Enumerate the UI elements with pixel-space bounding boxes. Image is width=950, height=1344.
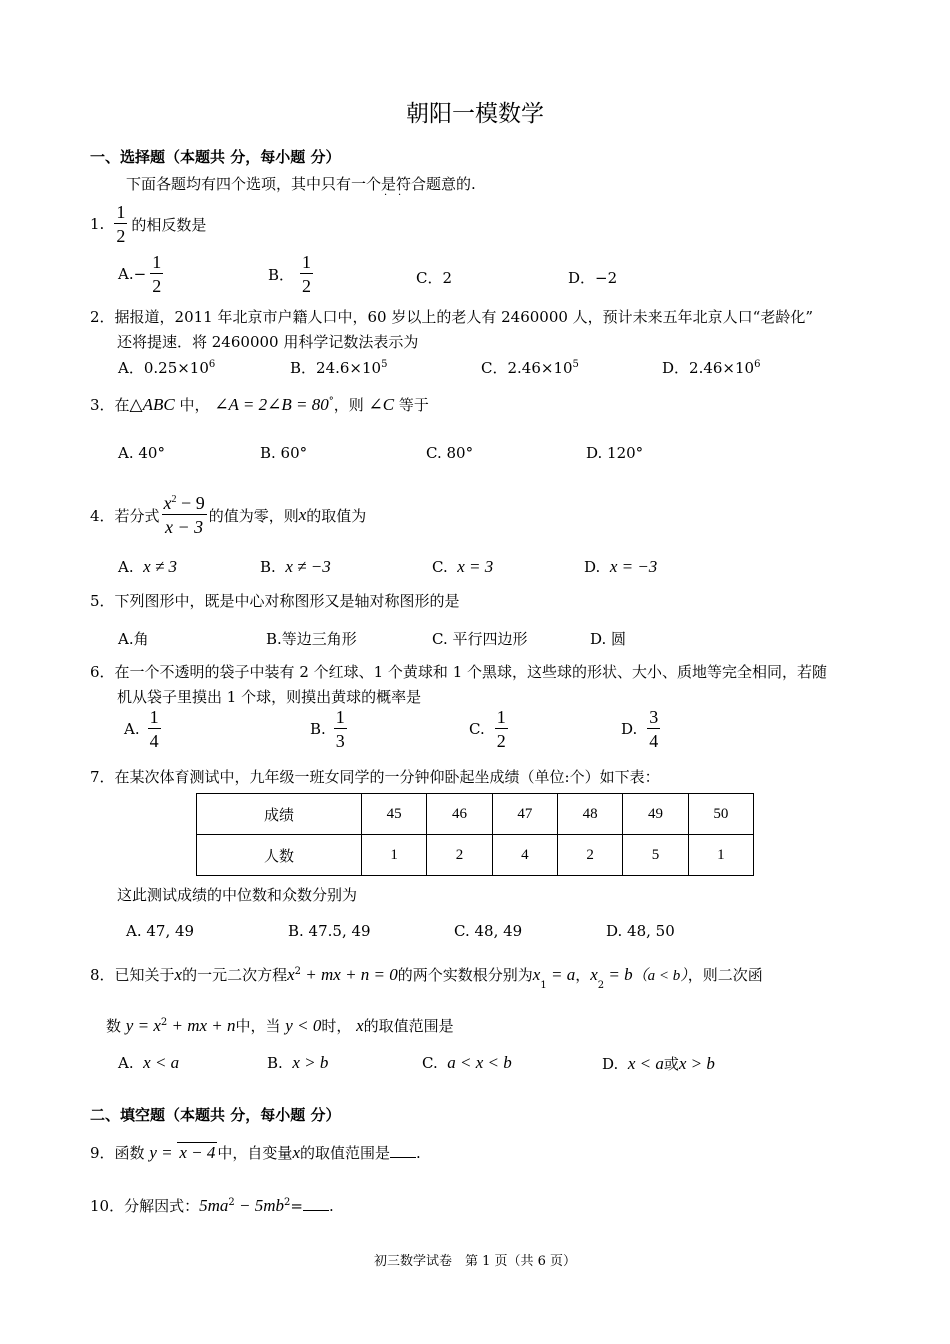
option-a: A. $\frac{1}{4}$	[124, 707, 159, 751]
answer-blank[interactable]	[390, 1143, 416, 1158]
table-cell: 45	[362, 794, 427, 835]
table-cell: 2	[427, 835, 492, 876]
question-9: 9．函数 y = x − 4 中，自变量x的取值范围是 .	[90, 1143, 421, 1162]
answer-blank[interactable]	[303, 1196, 329, 1211]
option-a: A. 47, 49	[126, 922, 195, 940]
option-b: B. x > b	[267, 1053, 329, 1072]
table-cell: 49	[623, 794, 688, 835]
question-6-line2: 机从袋子里摸出 1 个球，则摸出黄球的概率是	[117, 688, 422, 706]
fraction: $\frac{1}{2}$	[302, 252, 312, 296]
option-b: B. x ≠ −3	[260, 557, 331, 576]
option-b: B． $\frac{1}{2}$	[268, 252, 312, 296]
question-text: 的相反数是	[131, 215, 207, 234]
table-cell: 50	[688, 794, 753, 835]
option-d: D. 48, 50	[606, 922, 675, 940]
table-header-cell: 人数	[197, 835, 362, 876]
fraction: $\frac{x^2 - 9}{x - 3}$	[163, 493, 205, 537]
option-c: C. x = 3	[432, 557, 494, 576]
option-d: D．$2.46\times 10^6$	[662, 359, 761, 377]
option-d: D. $\frac{3}{4}$	[621, 707, 659, 751]
table-header-cell: 成绩	[197, 794, 362, 835]
question-7: 7．在某次体育测试中，九年级一班女同学的一分钟仰卧起坐成绩（单位:个）如下表：	[90, 768, 660, 786]
question-5: 5．下列图形中，既是中心对称图形又是轴对称图形的是	[90, 592, 460, 610]
emphasis-dot: ·	[398, 190, 402, 201]
question-number: 1.	[90, 215, 105, 233]
table-cell: 4	[492, 835, 557, 876]
option-c: C．2	[416, 269, 453, 287]
option-d: D．−2	[568, 269, 618, 287]
option-c: C. 48, 49	[454, 922, 523, 940]
option-c: C. 80°	[426, 444, 474, 462]
table-cell: 46	[427, 794, 492, 835]
question-8-line2: 数 $y = x^2$ + mx + n中，当 y < 0时， x的取值范围是	[106, 1016, 454, 1035]
section-heading-multiple-choice: 一、选择题（本题共 分，每小题 分）	[90, 148, 341, 166]
section-heading-fill-in: 二、填空题（本题共 分，每小题 分）	[90, 1106, 341, 1124]
page-footer: 初三数学试卷 第 1 页（共 6 页）	[373, 1254, 577, 1269]
question-2-line1: 2．据报道，2011 年北京市户籍人口中，60 岁以上的老人有 2460000 人，预计未来五年北京人口“老龄化”	[90, 308, 814, 326]
option-c: C. a < x < b	[422, 1053, 512, 1072]
option-b: B．$24.6\times 10^5$	[290, 359, 388, 377]
option-a: A. x ≠ 3	[118, 557, 178, 576]
option-b: B. 60°	[260, 444, 308, 462]
option-d: D. 120°	[586, 444, 644, 462]
question-4: 4．若分式 $\frac{x^2 - 9}{x - 3}$ 的值为零，则 x 的取值为	[90, 493, 367, 537]
table-cell: 47	[492, 794, 557, 835]
option-a: A．$0.25\times 10^6$	[118, 359, 216, 377]
option-a: A. − $\frac{1}{2}$	[118, 252, 162, 296]
emphasis-dot: ·	[384, 190, 388, 201]
option-a: A.角	[118, 630, 149, 648]
option-d: D. x < a或x > b	[602, 1054, 715, 1073]
option-a: A. 40°	[118, 444, 165, 462]
fraction: $\frac{1}{2}$	[116, 202, 126, 246]
question-10: 10．分解因式：$5ma^2 - 5mb^2=$ .	[90, 1196, 334, 1215]
option-b: B. 47.5, 49	[288, 922, 371, 940]
sqrt-expression: x − 4	[179, 1143, 216, 1162]
option-c: C. 平行四边形	[432, 630, 528, 648]
score-table	[196, 793, 754, 876]
option-c: C．$2.46\times 10^5$	[481, 359, 579, 377]
option-b: B.等边三角形	[266, 630, 357, 648]
question-2-line2: 还将提速．将 2460000 用科学记数法表示为	[117, 333, 419, 351]
question-3: 3．在△ABC 中， ∠A = 2∠B = 80°，则 ∠C 等于	[90, 395, 429, 414]
question-7-prompt: 这此测试成绩的中位数和众数分别为	[117, 886, 358, 904]
fraction: $\frac{1}{2}$	[152, 252, 162, 296]
table-row	[197, 794, 754, 835]
page-title: 朝阳一模数学	[406, 101, 544, 127]
table-cell: 5	[623, 835, 688, 876]
table-cell: 1	[688, 835, 753, 876]
table-cell: 1	[362, 835, 427, 876]
question-6-line1: 6．在一个不透明的袋子中装有 2 个红球、1 个黄球和 1 个黑球，这些球的形状、大小、质地等完全相同，若随	[90, 663, 828, 681]
table-cell: 48	[557, 794, 622, 835]
option-d: D. 圆	[590, 630, 627, 648]
option-c: C. $\frac{1}{2}$	[469, 707, 506, 751]
question-1	[90, 203, 206, 245]
section-instruction: 下面各题均有四个选项，其中只有一个是符合题意的.	[126, 175, 476, 193]
table-row	[197, 835, 754, 876]
question-8-line1: 8．已知关于x的一元二次方程$x^2$ + mx + n = 0的两个实数根分别为$x_1 = a$，$x_2 = b(a < b)$，则二次函	[90, 965, 763, 991]
option-b: B. $\frac{1}{3}$	[310, 707, 345, 751]
option-a: A. x < a	[118, 1053, 180, 1072]
option-d: D. x = −3	[584, 557, 658, 576]
table-cell: 2	[557, 835, 622, 876]
